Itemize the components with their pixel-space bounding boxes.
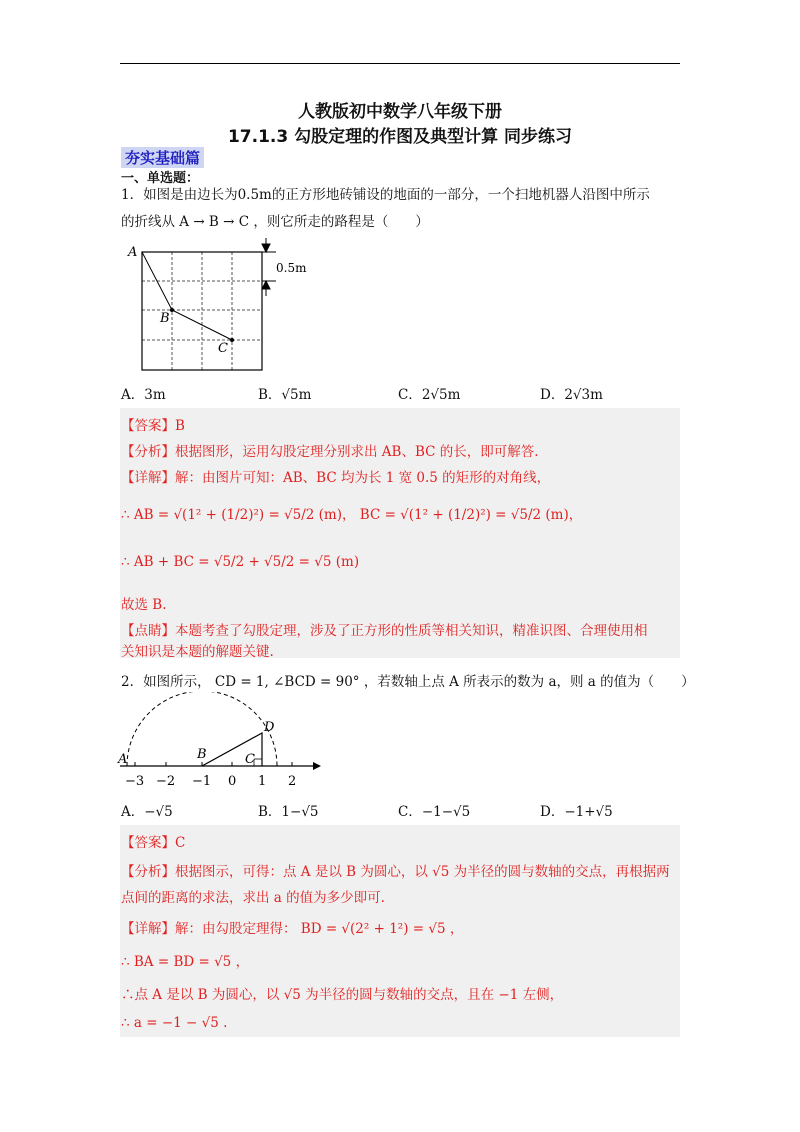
q1-detail-text: 解：由图片可知：AB、BC 均为长 1 宽 0.5 的矩形的对角线， — [175, 470, 551, 486]
q1-option-d[interactable]: D．2√3m — [540, 387, 603, 403]
q2-tick-4: 0 — [228, 774, 237, 789]
q2-detail-text: 解：由勾股定理得： BD = √(2² + 1²) = √5 ， — [175, 921, 464, 937]
q2-step-1: ∴ BA = BD = √5 ， — [121, 954, 250, 970]
q1-stem-line2: 的折线从 A → B → C ，则它所走的路程是（ ） — [121, 214, 429, 230]
q1-equation-1: ∴ AB = √(1² + (1/2)²) = √5/2 (m)， BC = √(1² + (1/2)²) = √5/2 (m)， — [121, 507, 583, 523]
q2-label-d: D — [264, 720, 275, 735]
q1-analysis-text: 根据图形，运用勾股定理分别求出 AB、BC 的长，即可解答. — [175, 444, 539, 460]
q2-stem: 2．如图所示， CD = 1, ∠BCD = 90° ，若数轴上点 A 所表示的数为 a，则 a 的值为（ ） — [121, 674, 695, 690]
q2-label-a: A — [118, 752, 128, 767]
q1-dim-label: 0.5m — [276, 261, 307, 275]
q1-stem-line1: 1．如图是由边长为0.5m的正方形地砖铺设的地面的一部分，一个扫地机器人沿图中所示 — [121, 187, 650, 203]
q2-label-b: B — [197, 747, 207, 762]
page-subtitle: 17.1.3 勾股定理的作图及典型计算 同步练习 — [227, 127, 573, 147]
q2-tick-1: −3 — [125, 774, 145, 789]
q1-analysis-tag: 【分析】 — [121, 444, 175, 460]
page-title: 人教版初中数学八年级下册 — [298, 102, 502, 122]
q2-tick-2: −2 — [156, 774, 176, 789]
q1-label-c: C — [218, 341, 228, 356]
q2-analysis-line2: 点间的距离的求法，求出 a 的值为多少即可. — [121, 890, 385, 906]
q2-step-3: ∴ a = −1 − √5 . — [121, 1015, 228, 1031]
q1-detail — [121, 466, 550, 486]
q2-analysis-line1 — [121, 860, 670, 880]
q1-choice: 故选 B. — [121, 597, 167, 613]
q2-step-2: ∴点 A 是以 B 为圆心，以 √5 为半径的圆与数轴的交点，且在 −1 左侧， — [121, 987, 564, 1003]
q2-tick-5: 1 — [258, 774, 267, 789]
q2-option-a[interactable]: A．−√5 — [121, 804, 173, 820]
q1-option-b[interactable]: B．√5m — [258, 387, 312, 403]
q2-tick-3: −1 — [192, 774, 212, 789]
q1-comment-text: 本题考查了勾股定理，涉及了正方形的性质等相关知识，精准识图、合理使用相 — [175, 623, 648, 639]
q2-detail-tag: 【详解】 — [121, 921, 175, 937]
q1-analysis — [121, 440, 539, 460]
q2-answer: 【答案】C — [121, 835, 186, 851]
q1-comment-tag: 【点睛】 — [121, 623, 175, 639]
q2-option-b[interactable]: B．1−√5 — [258, 804, 319, 820]
q1-label-a: A — [128, 245, 138, 260]
q2-label-c: C — [245, 752, 255, 767]
q1-comment-line1 — [121, 619, 648, 639]
q2-tick-6: 2 — [288, 774, 297, 789]
header-rule — [120, 63, 680, 64]
q1-answer: 【答案】B — [121, 418, 185, 434]
q1-option-c[interactable]: C．2√5m — [398, 387, 461, 403]
q1-comment-line2: 关知识是本题的解题关键. — [121, 644, 274, 660]
q2-analysis-text: 根据图示，可得：点 A 是以 B 为圆心，以 √5 为半径的圆与数轴的交点，再根据两 — [175, 864, 670, 880]
q2-analysis-tag: 【分析】 — [121, 864, 175, 880]
q2-detail — [121, 917, 463, 937]
q1-detail-tag: 【详解】 — [121, 470, 175, 486]
q2-option-c[interactable]: C．−1−√5 — [398, 804, 471, 820]
subsection-heading: 一、单选题： — [121, 171, 200, 186]
section-heading: 夯实基础篇 — [121, 147, 204, 168]
q2-option-d[interactable]: D．−1+√5 — [540, 804, 613, 820]
q1-label-b: B — [160, 311, 170, 326]
q1-figure — [120, 238, 320, 373]
q1-equation-2: ∴ AB + BC = √5/2 + √5/2 = √5 (m) — [121, 554, 360, 570]
q2-figure — [115, 692, 325, 792]
q1-option-a[interactable]: A．3m — [121, 387, 166, 403]
